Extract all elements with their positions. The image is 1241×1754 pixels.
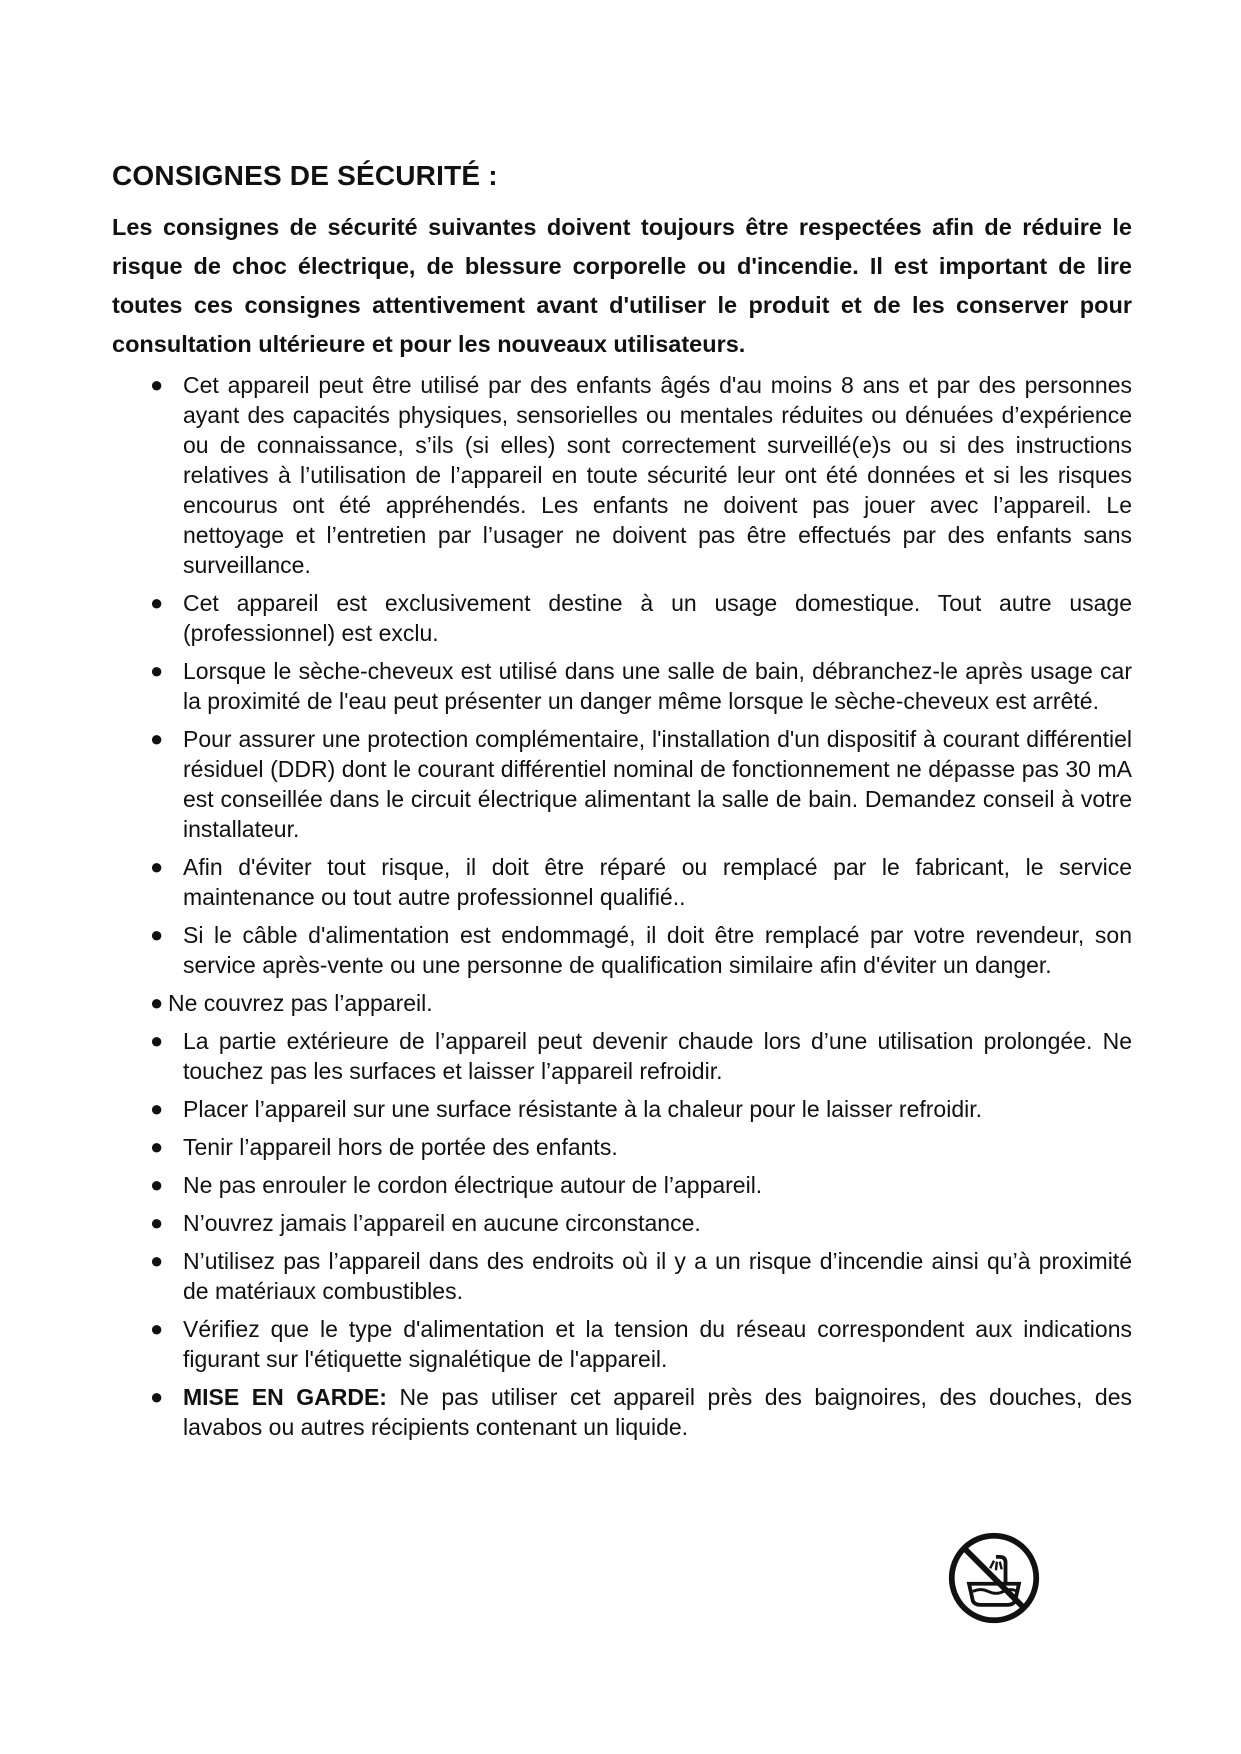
list-item: ● N’ouvrez jamais l’appareil en aucune circonstance. bbox=[150, 1210, 701, 1236]
bullet-icon: ● bbox=[150, 1316, 164, 1341]
warning-label: MISE EN GARDE: bbox=[183, 1384, 387, 1410]
warning-item bbox=[112, 1382, 1132, 1442]
list-item: ● N’utilisez pas l’appareil dans des endroits où il y a un risque d’incendie ainsi qu’à proximité de matériaux combustibles. bbox=[150, 1248, 1132, 1304]
bullet-icon: ● bbox=[150, 658, 164, 683]
bullet-icon: ● bbox=[150, 726, 164, 751]
bullet-icon: ● bbox=[150, 854, 164, 879]
list-item: ● Lorsque le sèche-cheveux est utilisé dans une salle de bain, débranchez-le après usage car la proximité de l'eau peut présenter un danger même lorsque le sèche-cheveux est arrêté. bbox=[150, 658, 1132, 714]
list-item: ● Cet appareil peut être utilisé par des enfants âgés d'au moins 8 ans et par des personnes ayant des capacités physiques, sensorielles ou mentales réduites ou dénuées d’expérience ou de connaissance, s’ils (si elles) sont correctement surveillé(e)s ou si des instructions relatives à l’utilisation de l’appareil en toute sécurité leur ont été données et si les risques encourus ont été appréhendés. Les enfants ne doivent pas jouer avec l’appareil. Le nettoyage et l’entretien par l’usager ne doivent pas être effectués par des enfants sans surveillance. bbox=[150, 372, 1132, 578]
bullet-icon: ● bbox=[150, 1384, 164, 1409]
list-item: ● Ne couvrez pas l’appareil. bbox=[150, 990, 433, 1016]
bullet-icon: ● bbox=[150, 1096, 164, 1121]
list-item: ● Cet appareil est exclusivement destine à un usage domestique. Tout autre usage (professionnel) est exclu. bbox=[150, 590, 1132, 646]
safety-rules-list bbox=[112, 370, 1132, 1442]
bullet-icon: ● bbox=[150, 990, 164, 1015]
list-item: ● Pour assurer une protection complémentaire, l'installation d'un dispositif à courant différentiel résiduel (DDR) dont le courant différentiel nominal de fonctionnement ne dépasse pas 30 mA est conseillée dans le circuit électrique alimentant la salle de bain. Demandez conseil à votre installateur. bbox=[150, 726, 1132, 842]
bullet-icon: ● bbox=[150, 372, 164, 397]
bullet-icon: ● bbox=[150, 590, 164, 615]
list-item: ● Si le câble d'alimentation est endommagé, il doit être remplacé par votre revendeur, son service après-vente ou une personne de qualification similaire afin d'éviter un danger. bbox=[150, 922, 1132, 978]
bullet-icon: ● bbox=[150, 1134, 164, 1159]
list-item: ● Tenir l’appareil hors de portée des enfants. bbox=[150, 1134, 618, 1160]
bullet-icon: ● bbox=[150, 1210, 164, 1235]
intro-paragraph: Les consignes de sécurité suivantes doivent toujours être respectées afin de réduire le risque de choc électrique, de blessure corporelle ou d'incendie. Il est important de lire toutes ces consignes attentivement avant d'utiliser le produit et de les conserver pour consultation ultérieure et pour les nouveaux utilisateurs. bbox=[112, 214, 1132, 357]
list-item: ● Ne pas enrouler le cordon électrique autour de l’appareil. bbox=[150, 1172, 763, 1198]
safety-instructions-page bbox=[112, 160, 1132, 1450]
warning-text: Ne pas utiliser cet appareil près des baignoires, des douches, des lavabos ou autres récipients contenant un liquide. bbox=[183, 1384, 1132, 1440]
bullet-icon: ● bbox=[150, 922, 164, 947]
page-title: CONSIGNES DE SÉCURITÉ : bbox=[112, 160, 498, 191]
list-item: ● Vérifiez que le type d'alimentation et la tension du réseau correspondent aux indications figurant sur l'étiquette signalétique de l'appareil. bbox=[150, 1316, 1132, 1372]
list-item: ● La partie extérieure de l’appareil peut devenir chaude lors d’une utilisation prolongée. Ne touchez pas les surfaces et laisser l’appareil refroidir. bbox=[150, 1028, 1132, 1084]
bullet-icon: ● bbox=[150, 1028, 164, 1053]
bullet-icon: ● bbox=[150, 1172, 164, 1197]
no-water-bathtub-icon bbox=[946, 1530, 1042, 1626]
bullet-icon: ● bbox=[150, 1248, 164, 1273]
list-item: ● Afin d'éviter tout risque, il doit être réparé ou remplacé par le fabricant, le service maintenance ou tout autre professionnel qualifié.. bbox=[150, 854, 1132, 910]
list-item: ● Placer l’appareil sur une surface résistante à la chaleur pour le laisser refroidir. bbox=[150, 1096, 983, 1122]
